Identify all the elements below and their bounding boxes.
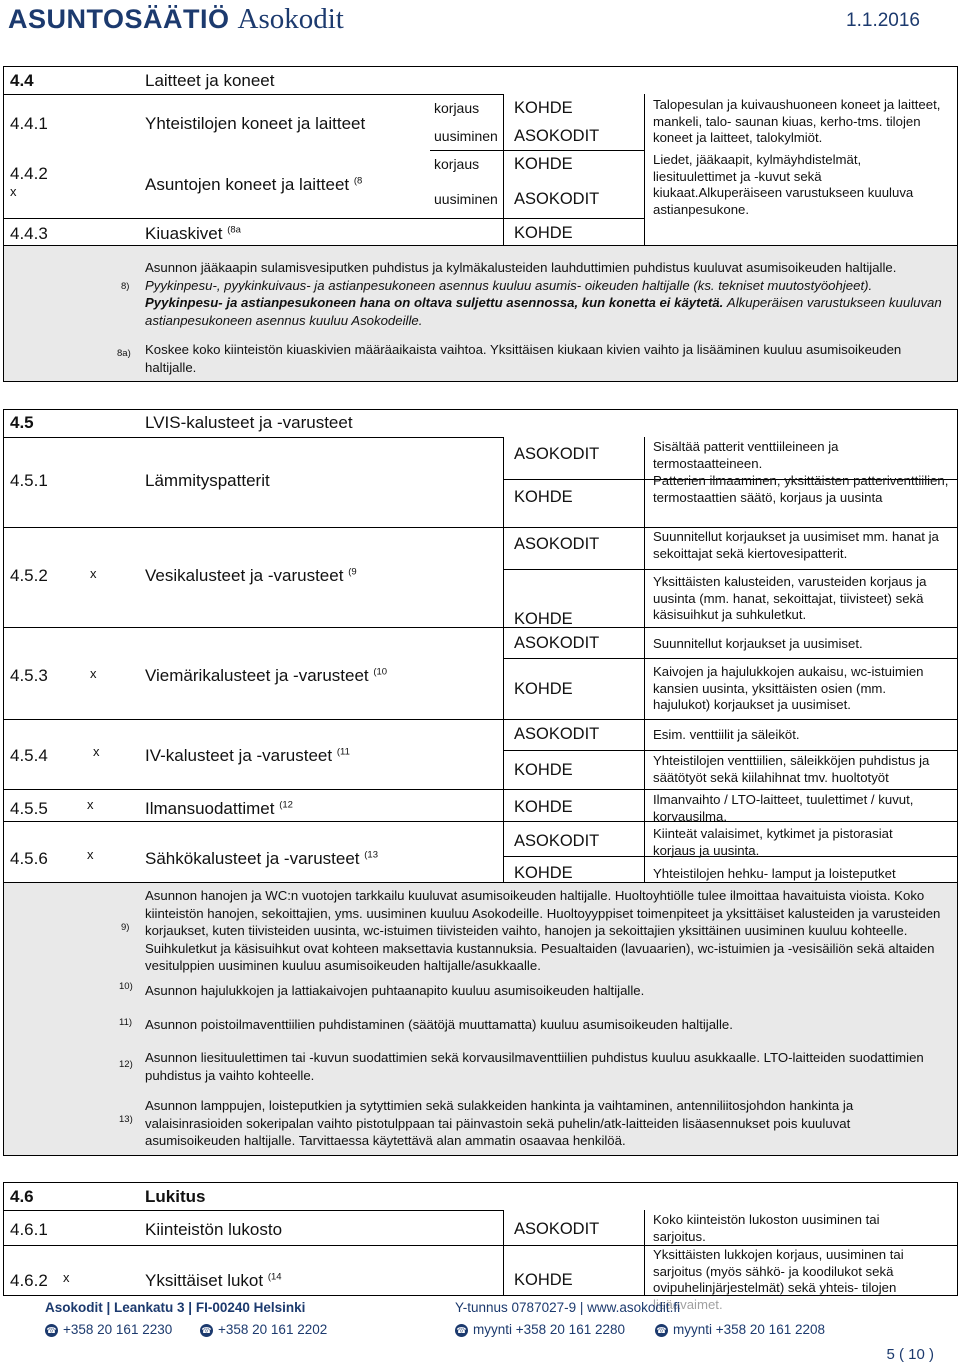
row-marker: x xyxy=(90,666,97,681)
page-footer xyxy=(0,1296,960,1342)
row-title: Sähkökalusteet ja -varusteet $^{(13}$ xyxy=(145,849,378,868)
footnote-text: Asunnon poistoilmaventtiilien puhdistaminen (säätöjä muuttamatta) kuuluu asumisoikeuden haltijalle. xyxy=(145,1017,733,1032)
row-title: Viemärikalusteet ja -varusteet $^{(10}$ xyxy=(145,666,388,685)
party-label: ASOKODIT xyxy=(514,445,600,463)
row-description: Kaivojen ja hajulukkojen aukaisu, wc-istuimien kansien uusinta, yksittäisten osien (mm. hajulukot) korjaukset ja uusimiset. xyxy=(653,664,924,712)
footnote-marker: 13) xyxy=(119,1114,133,1125)
footnote-text: Koskee koko kiinteistön kiuaskivien määräaikaista vaihtoa. Yksittäisen kiukaan kivien vaihto ja lisääminen kuuluu asumisoikeuden haltijalle. xyxy=(145,342,902,375)
footnote-text: Asunnon hanojen ja WC:n vuotojen tarkkailu kuuluvat asumisoikeuden haltijalle. Huoltoyhtiölle tulee ilmoittaa havaituista vioista. Koko kiinteistön hanojen, sekoittajien, yms. uusiminen kuuluu Asokodeille. Huoltoyyppiset toimenpiteet ja yksittäiset kalusteiden ja varusteiden korjaukset, kuten tiivisteiden uusinta, wc-istuimen tiivisteiden vaihto, hanojen ja sekoittajien yksittäinen uusiminen kuuluu kohteelle. Suihkuletkut ja käsisuihkut ovat kohteen maksettavia kustannuksia. Pesualtaiden (lavuaarien), wc-istuimien ja -vesisäiliön sekä altaiden vesitulppien uusiminen kuuluu asumisoikeuden haltijalle/asukkaalle. xyxy=(145,888,941,974)
action-label: korjaus xyxy=(434,100,480,116)
row-marker: x xyxy=(63,1270,70,1285)
party-label: KOHDE xyxy=(514,155,573,173)
section-title: Lukitus xyxy=(145,1187,206,1206)
party-label: ASOKODIT xyxy=(514,725,600,743)
row-title: Kiuaskivet $^{(8a}$ xyxy=(145,224,241,243)
document-date: 1.1.2016 xyxy=(846,10,920,31)
party-label: KOHDE xyxy=(514,1271,573,1289)
row-marker: x xyxy=(10,184,17,199)
row-number: 4.5.4 xyxy=(10,746,48,765)
footer-phone: ☎ myynti +358 20 161 2280 xyxy=(456,1322,625,1337)
row-description: Liedet, jääkaapit, kylmäyhdistelmät, liesituulettimet ja -kuvut sekä kiukaat.Alkuperäiseen varustukseen kuuluva astianpesukone. xyxy=(653,152,914,217)
row-description: Yksittäisten kalusteiden, varusteiden korjaus ja uusinta (mm. hanat, sekoittajat, tiivisteet) sekä käsisuihkut ja suhkuletkut. xyxy=(653,574,927,622)
footer-phone: ☎ myynti +358 20 161 2208 xyxy=(656,1322,825,1337)
phone-icon: ☎ xyxy=(456,1325,467,1335)
footnote-marker: 9) xyxy=(121,922,130,933)
row-title: Yhteistilojen koneet ja laitteet xyxy=(145,114,366,133)
footnote-text: Asunnon lamppujen, loisteputkien ja sytyttimien sekä sulakkeiden hankinta ja vaihtaminen, antenniliitosjohdon hankinta ja valaisinrasioiden sokeripalan vaihto pistotulppaan tai päinvastoin sekä puhelin/atk-laitteiden lisäasennukset pois kuuluvat asumisoikeuden haltijalle. Tarvittaessa käytettävä alan ammatin osaavaa henkilöä. xyxy=(145,1098,854,1149)
footnote-text: Asunnon jääkaapin sulamisvesiputken puhdistus ja kylmäkalusteiden lauhduttimien puhdistus kuuluvat asumisoikeuden haltijalle. Pyykinpesu-, pyykinkuivaus- ja astianpesukoneen asennus kuuluu asumis- oikeuden haltijalle (ks. tekniset muutostyöohjeet). Pyykinpesu- ja astianpesukoneen hana on oltava suljettu asennossa, kun konetta ei käytetä. Alkuperäisen varustukseen kuuluvan astianpesukoneen asennus kuuluu Asokodeille. xyxy=(145,260,942,328)
row-number: 4.6.1 xyxy=(10,1220,48,1239)
brand-sub: Asokodit xyxy=(237,2,344,35)
party-label: ASOKODIT xyxy=(514,127,600,145)
party-label: ASOKODIT xyxy=(514,190,600,208)
party-label: KOHDE xyxy=(514,680,573,698)
party-label: KOHDE xyxy=(514,610,573,628)
row-number: 4.4.2 xyxy=(10,164,48,183)
party-label: ASOKODIT xyxy=(514,535,600,553)
fax-icon: ☎ xyxy=(201,1325,212,1335)
row-title: Ilmansuodattimet $^{(12}$ xyxy=(145,799,293,818)
party-label: ASOKODIT xyxy=(514,634,600,652)
brand-logo xyxy=(8,2,344,36)
party-label: ASOKODIT xyxy=(514,1220,600,1238)
row-marker: x xyxy=(87,847,94,862)
row-number: 4.5.3 xyxy=(10,666,48,685)
footnote-marker: 12) xyxy=(119,1059,133,1070)
footnote-marker: 8) xyxy=(121,281,130,292)
footer-phone: ☎ +358 20 161 2202 xyxy=(201,1322,328,1337)
party-label: KOHDE xyxy=(514,99,573,117)
footnote-marker: 8a) xyxy=(117,348,131,359)
row-number: 4.5.6 xyxy=(10,849,48,868)
row-title: Asuntojen koneet ja laitteet $^{(8}$ xyxy=(145,175,363,194)
row-title: Vesikalusteet ja -varusteet $^{(9}$ xyxy=(145,566,357,585)
row-number: 4.5.2 xyxy=(10,566,48,585)
action-label: uusiminen xyxy=(434,128,498,144)
row-description: Sisältää patterit venttiileineen ja termostaatteineen. xyxy=(653,439,839,471)
row-description: Yhteistilojen hehku- lamput ja loisteputket xyxy=(653,866,896,881)
fax-icon: ☎ xyxy=(656,1325,667,1335)
footnote-marker: 10) xyxy=(119,981,133,992)
footer-company-id: Y-tunnus 0787027-9 | www.asokodit.fi xyxy=(455,1300,681,1315)
row-number: 4.5.1 xyxy=(10,471,48,490)
row-description: Suunnitellut korjaukset ja uusimiset. xyxy=(653,636,863,651)
footnote-marker: 11) xyxy=(119,1017,133,1028)
row-number: 4.5.5 xyxy=(10,799,48,818)
footer-address: Asokodit | Leankatu 3 | FI-00240 Helsinki xyxy=(45,1300,306,1315)
footer-phone: ☎ +358 20 161 2230 xyxy=(46,1322,173,1337)
section-number: 4.5 xyxy=(10,413,34,432)
party-label: KOHDE xyxy=(514,798,573,816)
row-title: Lämmityspatterit xyxy=(145,471,270,490)
section-number: 4.6 xyxy=(10,1187,34,1206)
row-description: Yhteistilojen venttiilien, säleikköjen puhdistus ja säätötyöt sekä kiilahihnat tmv. huoltotyöt xyxy=(653,753,930,785)
section-number: 4.4 xyxy=(10,71,34,90)
row-description: Patterien ilmaaminen, yksittäisten patteriventtiilien, termostaattien säätö, korjaus ja uusinta xyxy=(653,473,949,505)
row-description: Yksittäisten lukkojen korjaus, uusiminen tai sarjoitus (myös sähkö- ja koodilukot sekä ovipuhelinjärjestelmät) sekä yhteis- tilojen xyxy=(653,1247,904,1295)
row-marker: x xyxy=(90,566,97,581)
row-description: Esim. venttiilit ja säleiköt. xyxy=(653,727,800,742)
section-title: LVIS-kalusteet ja -varusteet xyxy=(145,413,353,432)
party-label: ASOKODIT xyxy=(514,832,600,850)
brand-name: ASUNTOSÄÄTIÖ xyxy=(8,3,230,34)
party-label: KOHDE xyxy=(514,488,573,506)
row-number: 4.6.2 xyxy=(10,1271,48,1290)
row-description: Kiinteät valaisimet, kytkimet ja pistorasiat korjaus ja uusinta. xyxy=(653,826,893,858)
row-number: 4.4.1 xyxy=(10,114,48,133)
footnote-text: Asunnon liesituulettimen tai -kuvun suodattimien sekä korvausilmaventtiilien puhdistus kuuluu asukkaalle. LTO-laitteiden suodattimien puhdistus ja vaihto kohteelle. xyxy=(145,1050,924,1083)
footnote-text: Asunnon hajulukkojen ja lattiakaivojen puhtaanapito kuuluu asumisoikeuden haltijalle. xyxy=(145,983,645,998)
action-label: uusiminen xyxy=(434,191,498,207)
action-label: korjaus xyxy=(434,156,480,172)
row-marker: x xyxy=(93,744,100,759)
party-label: KOHDE xyxy=(514,761,573,779)
row-number: 4.4.3 xyxy=(10,224,48,243)
page-number: 5 ( 10 ) xyxy=(886,1346,934,1363)
party-label: KOHDE xyxy=(514,224,573,242)
row-title: Yksittäiset lukot $^{(14}$ xyxy=(145,1271,282,1290)
row-description: Koko kiinteistön lukoston uusiminen tai sarjoitus. xyxy=(653,1212,880,1244)
row-description: Suunnitellut korjaukset ja uusimiset mm. hanat ja sekoittajat sekä kiertovesipatterit. xyxy=(653,529,939,561)
party-label: KOHDE xyxy=(514,864,573,882)
row-title: IV-kalusteet ja -varusteet $^{(11}$ xyxy=(145,746,350,765)
row-marker: x xyxy=(87,797,94,812)
phone-icon: ☎ xyxy=(46,1325,57,1335)
row-description: Talopesulan ja kuivaushuoneen koneet ja laitteet, mankeli, talo- saunan kiuas, kerho-tms. tilojen koneet ja laitteet, talokylmiöt. xyxy=(653,97,941,145)
section-title: Laitteet ja koneet xyxy=(145,71,275,90)
row-title: Kiinteistön lukosto xyxy=(145,1220,283,1239)
row-description: Ilmanvaihto / LTO-laitteet, tuulettimet / kuvut, korvausilma. xyxy=(653,792,914,824)
